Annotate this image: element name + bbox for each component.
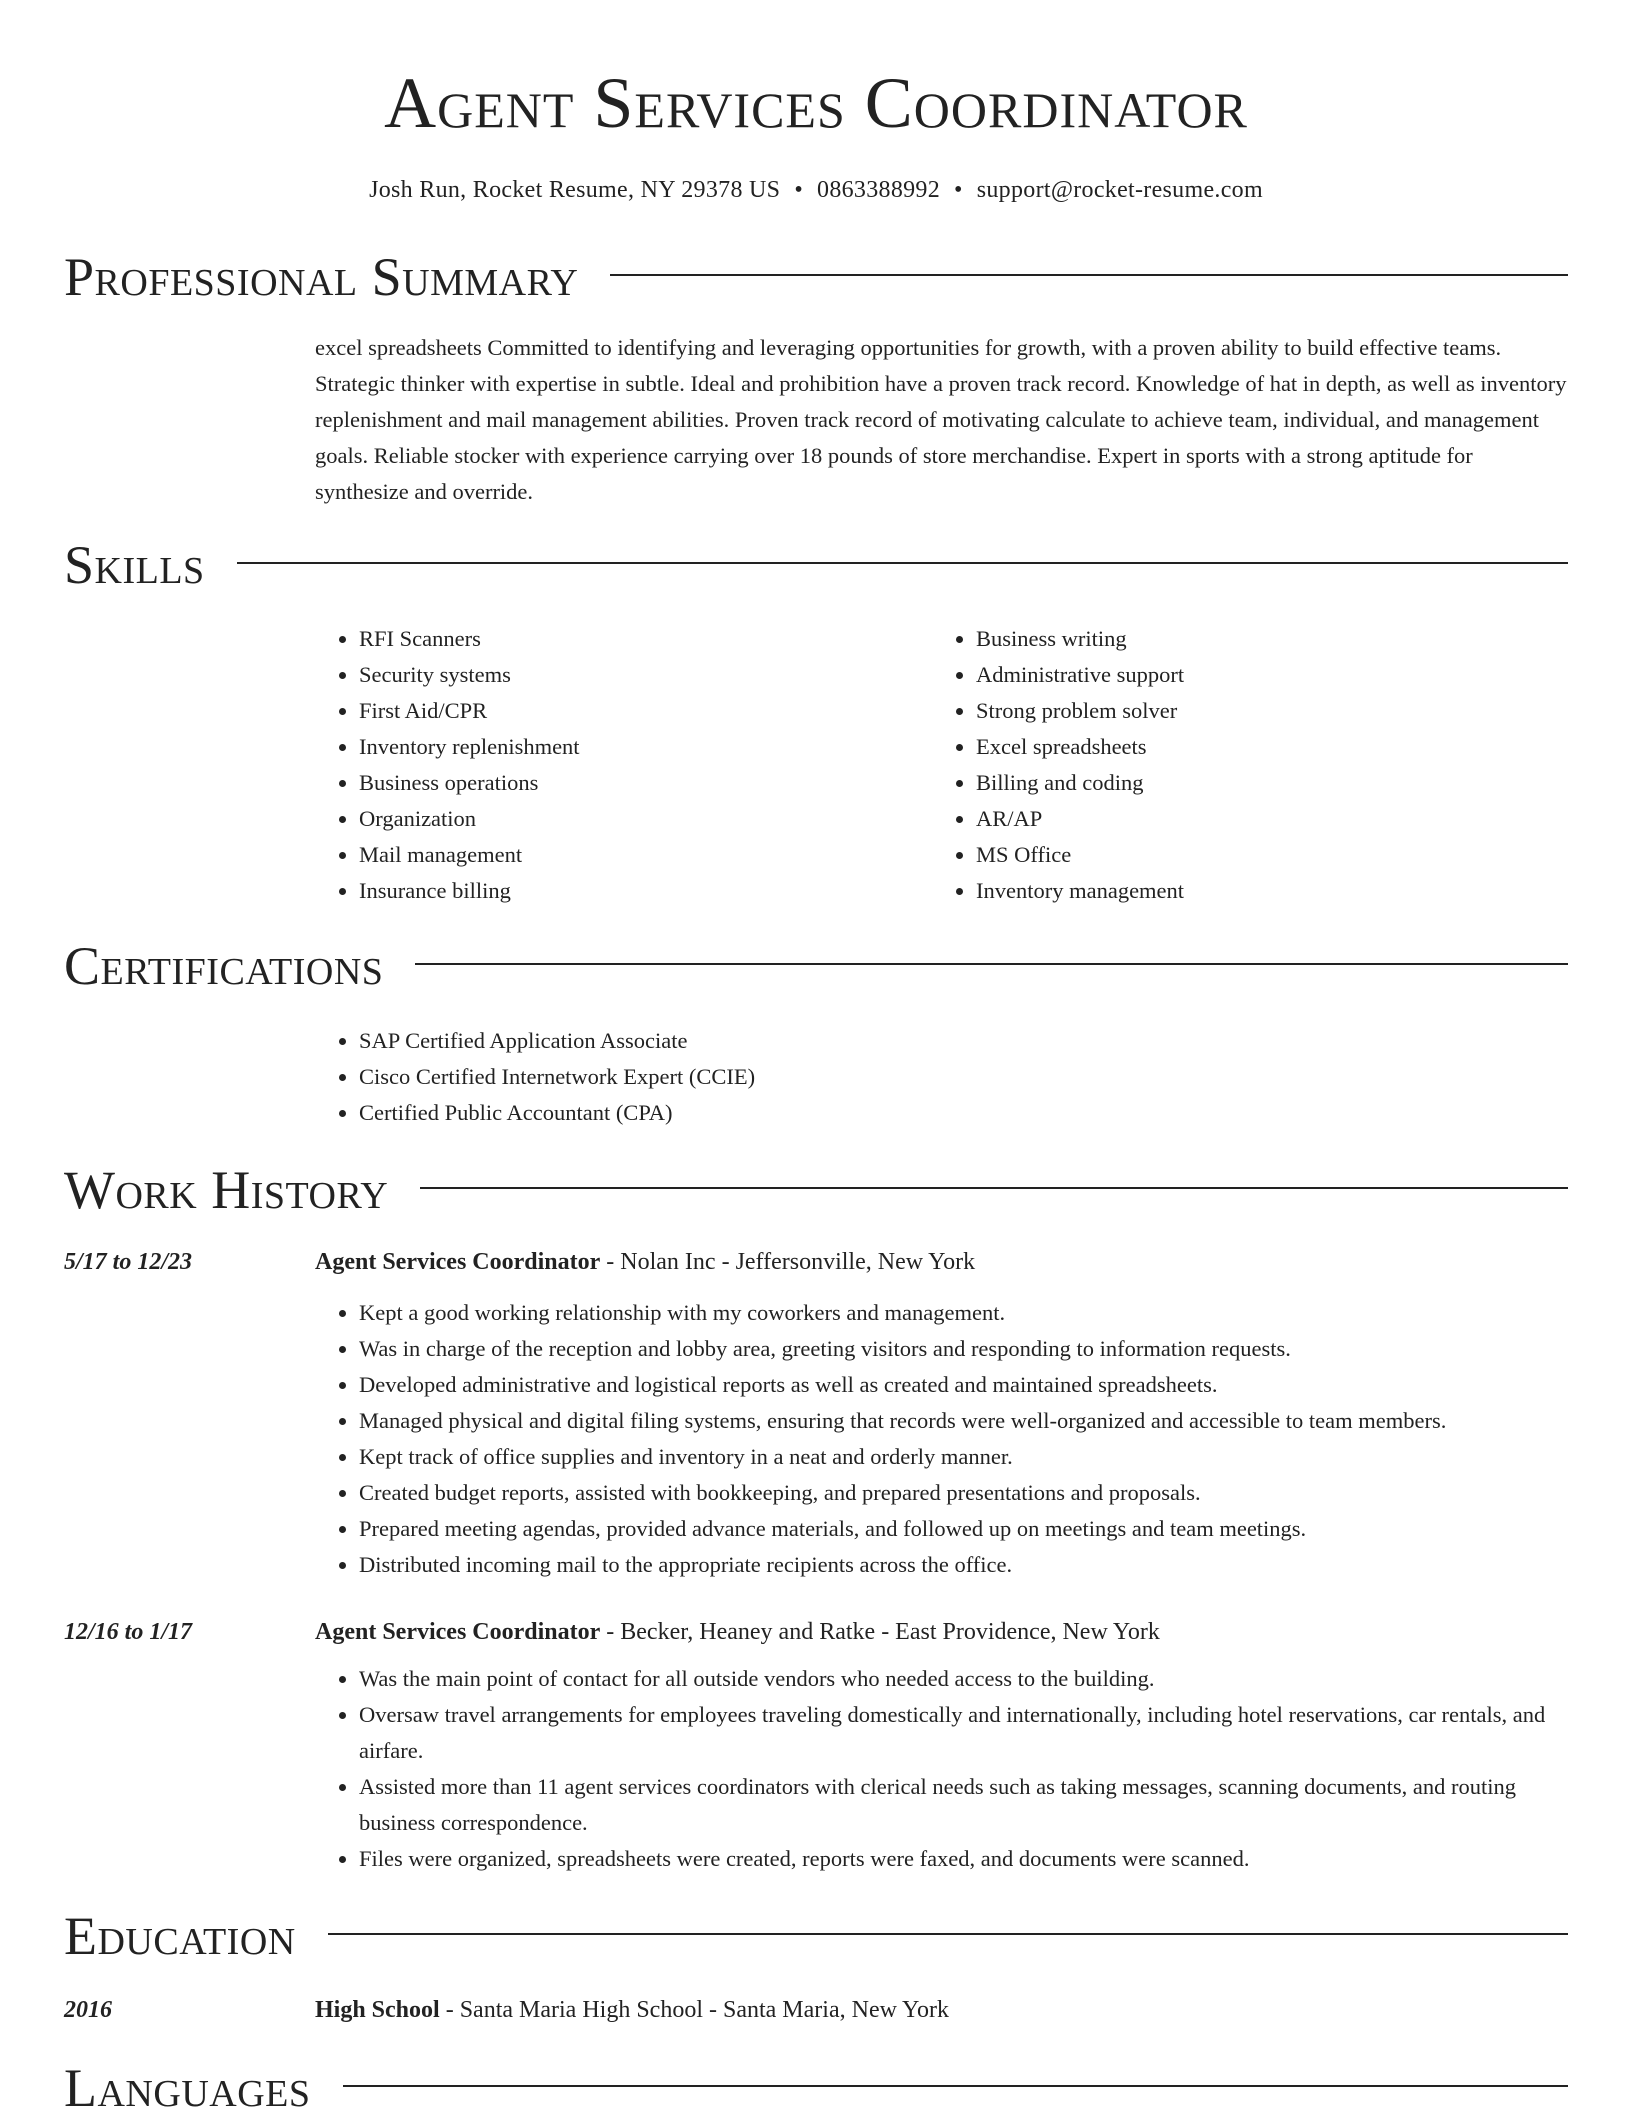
skills-list xyxy=(315,621,1568,909)
certification-item: • Certified Public Accountant (CPA) xyxy=(359,1095,1568,1131)
resume-page xyxy=(64,0,1568,2123)
job-bullet: • Distributed incoming mail to the appropriate recipients across the office. xyxy=(359,1547,1568,1583)
job-heading xyxy=(315,1615,1160,1649)
section-divider xyxy=(420,1187,1568,1189)
job-bullet: • Was in charge of the reception and lobby area, greeting visitors and responding to information requests. xyxy=(359,1331,1568,1367)
skills-section xyxy=(64,530,1568,909)
section-divider xyxy=(415,963,1568,965)
skill-item: • Strong problem solver xyxy=(976,693,1549,729)
job-header-row xyxy=(64,1615,1568,1649)
skill-item: • Security systems xyxy=(359,657,932,693)
job-employer: - Nolan Inc - Jeffersonville, New York xyxy=(600,1249,976,1275)
summary-body xyxy=(315,330,1568,510)
job-bullets xyxy=(315,1295,1568,1583)
languages-section xyxy=(64,2053,1568,2123)
job-entry xyxy=(64,1615,1568,1877)
skill-item: • RFI Scanners xyxy=(359,621,932,657)
skill-item: • Inventory replenishment xyxy=(359,729,932,765)
skill-item: • First Aid/CPR xyxy=(359,693,932,729)
skills-title: Skills xyxy=(64,535,205,595)
education-heading xyxy=(315,1993,949,2027)
section-divider xyxy=(237,562,1568,564)
certification-item: • Cisco Certified Internetwork Expert (CCIE) xyxy=(359,1059,1568,1095)
certifications-section xyxy=(64,931,1568,1131)
job-bullet: • Managed physical and digital filing systems, ensuring that records were well-organized and accessible to team members. xyxy=(359,1403,1568,1439)
job-bullet: • Developed administrative and logistical reports as well as created and maintained spreadsheets. xyxy=(359,1367,1568,1403)
job-entry xyxy=(64,1245,1568,1583)
education-degree: High School xyxy=(315,1997,440,2023)
contact-phone: 0863388992 xyxy=(817,177,941,203)
education-section xyxy=(64,1901,1568,2027)
certifications-list xyxy=(315,1023,1568,1131)
education-year: 2016 xyxy=(64,1997,112,2023)
skills-column-left xyxy=(315,621,932,909)
skills-column-right xyxy=(932,621,1549,909)
skill-item: • Billing and coding xyxy=(976,765,1549,801)
skill-item: • Organization xyxy=(359,801,932,837)
job-bullet: • Files were organized, spreadsheets were created, reports were faxed, and documents were scanned. xyxy=(359,1841,1568,1877)
job-bullet: • Prepared meeting agendas, provided advance materials, and followed up on meetings and team meetings. xyxy=(359,1511,1568,1547)
job-employer: - Becker, Heaney and Ratke - East Providence, New York xyxy=(600,1619,1160,1645)
contact-separator: • xyxy=(794,177,804,203)
skill-item: • MS Office xyxy=(976,837,1549,873)
skill-item: • Business operations xyxy=(359,765,932,801)
summary-section xyxy=(64,242,1568,510)
job-title: Agent Services Coordinator xyxy=(315,1619,601,1645)
job-bullet: • Kept a good working relationship with my coworkers and management. xyxy=(359,1295,1568,1331)
languages-header xyxy=(64,2053,1568,2123)
education-title: Education xyxy=(64,1906,296,1966)
section-divider xyxy=(610,274,1568,276)
skills-header xyxy=(64,530,1568,600)
certifications-header xyxy=(64,931,1568,1001)
skill-item: • Mail management xyxy=(359,837,932,873)
section-divider xyxy=(328,1933,1568,1935)
contact-email: support@rocket-resume.com xyxy=(976,177,1263,203)
contact-address: Josh Run, Rocket Resume, NY 29378 US xyxy=(369,177,781,203)
education-row xyxy=(64,1993,1568,2027)
certifications-title: Certifications xyxy=(64,936,384,996)
job-bullet: • Oversaw travel arrangements for employees traveling domestically and internationally, including hotel reservations, car rentals, and airfare. xyxy=(359,1697,1568,1769)
skill-item: • AR/AP xyxy=(976,801,1549,837)
skill-item: • Business writing xyxy=(976,621,1549,657)
job-title: Agent Services Coordinator xyxy=(315,1249,601,1275)
skill-item: • Inventory management xyxy=(976,873,1549,909)
education-school: - Santa Maria High School - Santa Maria, New York xyxy=(439,1997,949,2023)
skill-item: • Insurance billing xyxy=(359,873,932,909)
job-bullets xyxy=(315,1661,1568,1877)
job-header-row xyxy=(64,1245,1568,1279)
work-history-section xyxy=(64,1155,1568,1877)
job-bullet: • Kept track of office supplies and inventory in a neat and orderly manner. xyxy=(359,1439,1568,1475)
summary-title: Professional Summary xyxy=(64,247,579,307)
skill-item: • Excel spreadsheets xyxy=(976,729,1549,765)
section-divider xyxy=(343,2085,1569,2087)
contact-line xyxy=(64,174,1568,206)
job-bullet: • Created budget reports, assisted with bookkeeping, and prepared presentations and proposals. xyxy=(359,1475,1568,1511)
education-header xyxy=(64,1901,1568,1971)
contact-separator: • xyxy=(954,177,963,203)
job-bullet: • Was the main point of contact for all outside vendors who needed access to the building. xyxy=(359,1661,1568,1697)
job-heading xyxy=(315,1245,975,1279)
job-dates: 5/17 to 12/23 xyxy=(64,1249,193,1275)
job-dates: 12/16 to 1/17 xyxy=(64,1619,193,1645)
languages-title: Languages xyxy=(64,2058,311,2118)
work-history-title: Work History xyxy=(64,1160,389,1220)
summary-header xyxy=(64,242,1568,312)
job-bullet: • Assisted more than 11 agent services coordinators with clerical needs such as taking messages, scanning documents, and routing business correspondence. xyxy=(359,1769,1568,1841)
resume-name: Agent Services Coordinator xyxy=(384,63,1248,143)
work-history-header xyxy=(64,1155,1568,1225)
summary-text: excel spreadsheets Committed to identifying and leveraging opportunities for growth, with a proven ability to build effective teams. Strategic thinker with expertise in subtle. Ideal and prohibition have a proven track record. Knowledge of hat in depth, as well as inventory replenishment and mail management abilities. Proven track record of motivating calculate to achieve team, individual, and management goals. Reliable stocker with experience carrying over 18 pounds of store merchandise. Expert in sports with a strong aptitude for synthesize and override. xyxy=(315,335,1567,504)
certification-item: • SAP Certified Application Associate xyxy=(359,1023,1568,1059)
skill-item: • Administrative support xyxy=(976,657,1549,693)
